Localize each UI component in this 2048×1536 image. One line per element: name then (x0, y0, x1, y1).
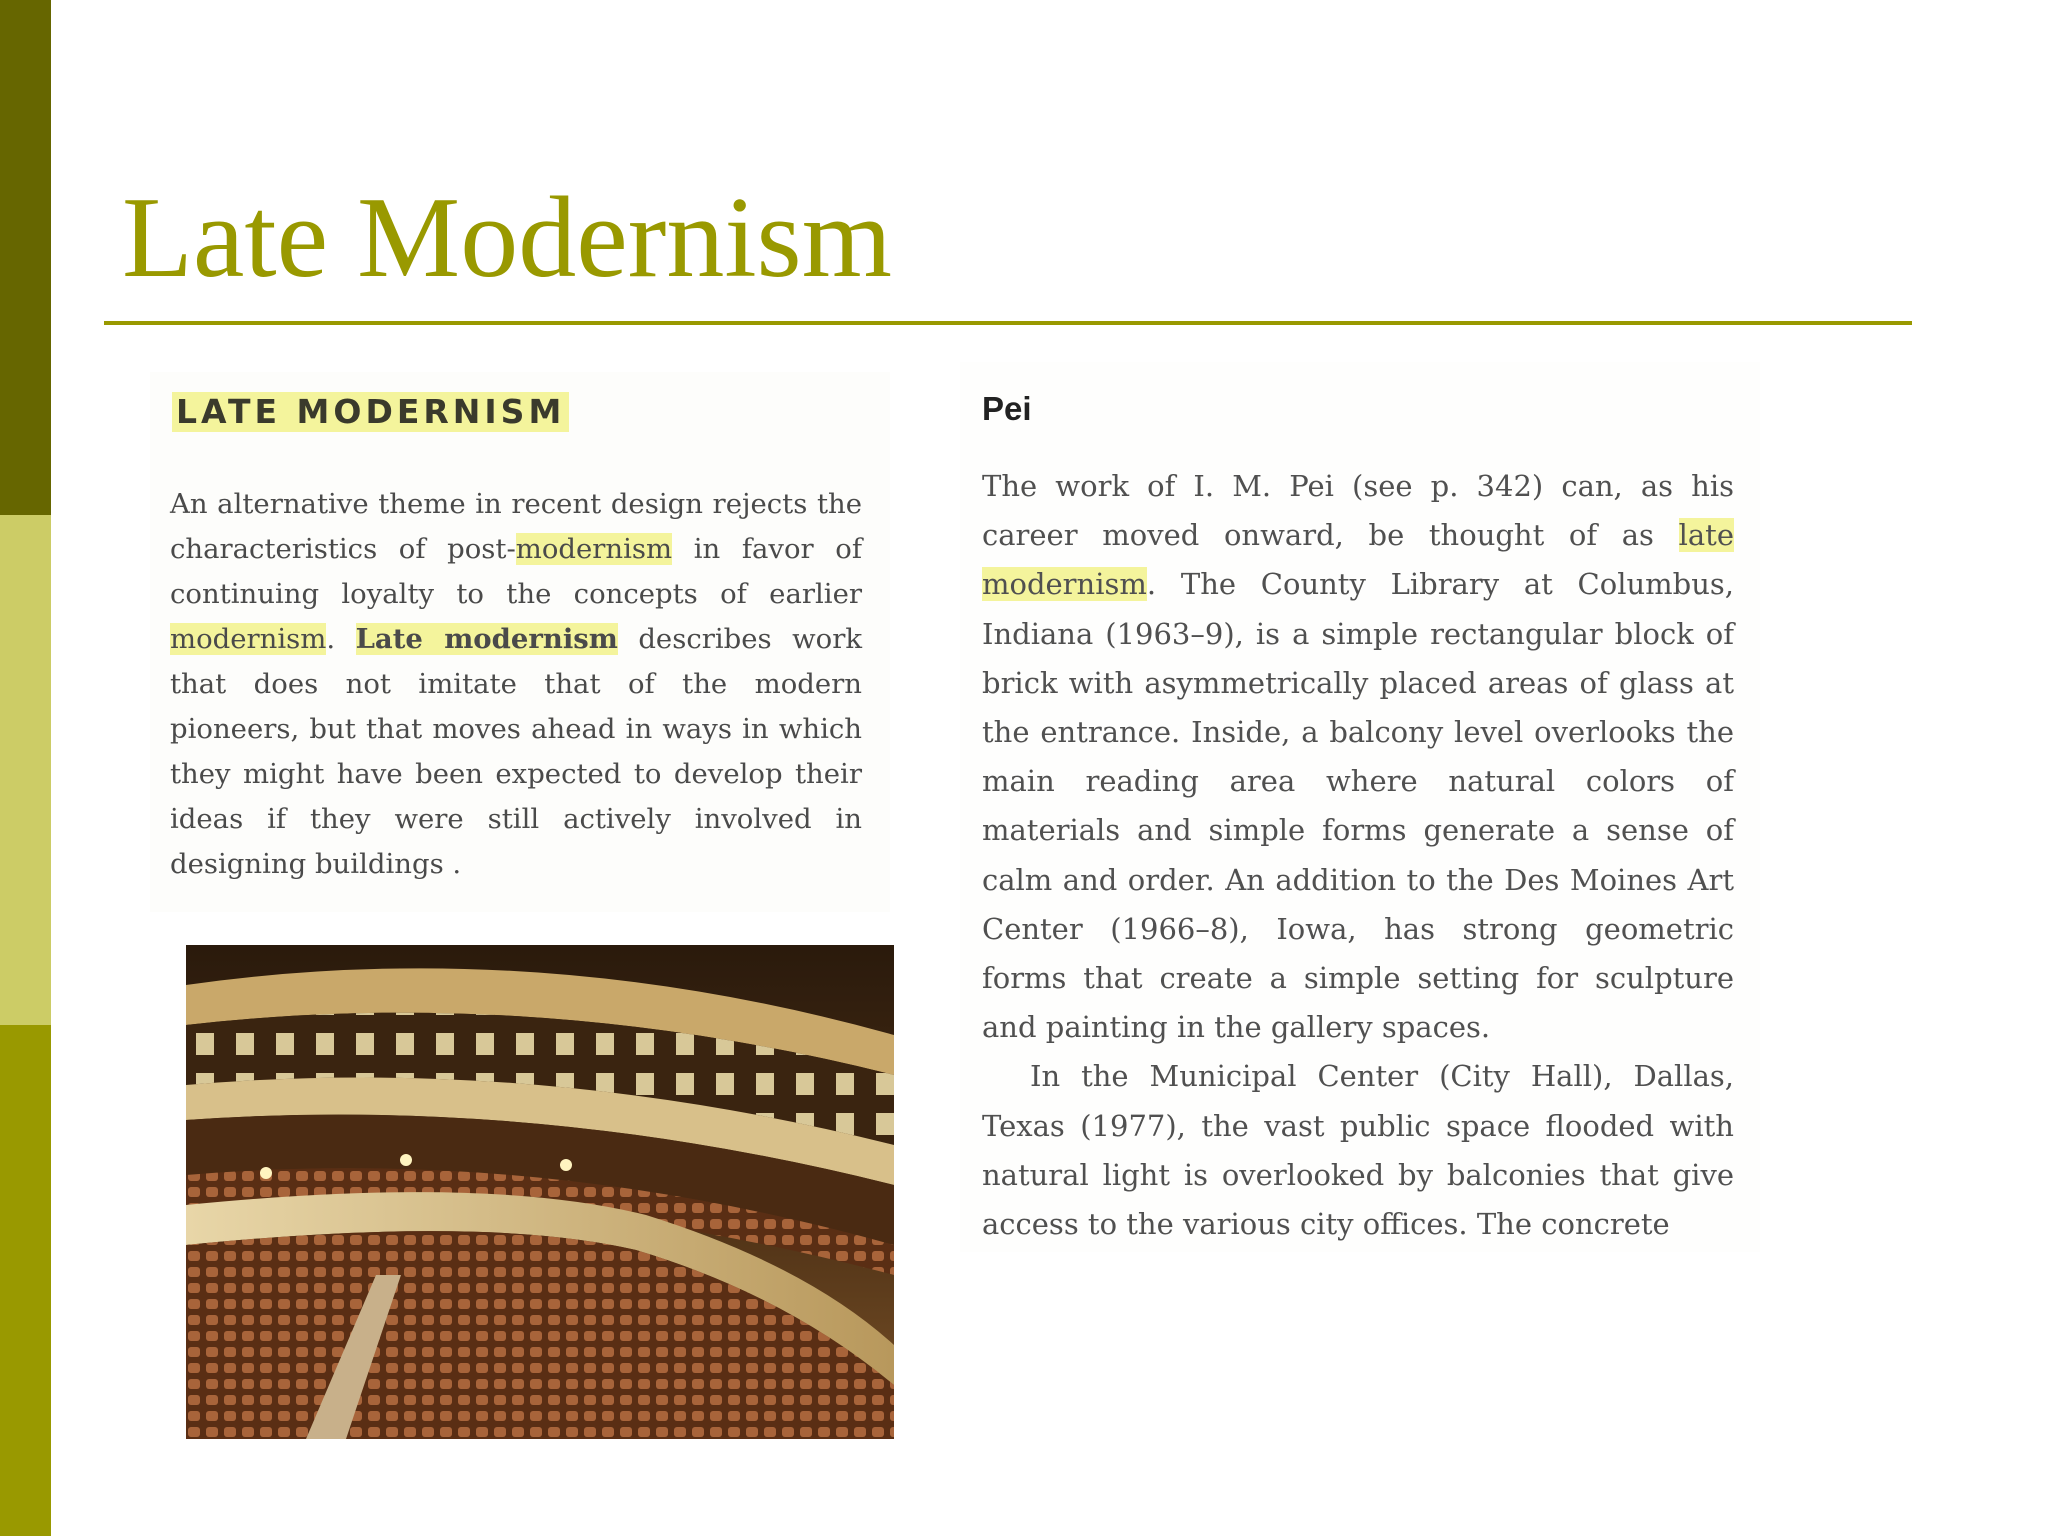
decor-bar-top (0, 0, 51, 515)
slide-title: Late Modernism (122, 174, 892, 302)
auditorium-photo (186, 945, 894, 1439)
decor-bar-middle (0, 515, 51, 1025)
right-scan-paragraph-1 (982, 462, 1734, 1249)
right-text-part: . The County Library at Columbus, Indiana (1963–9), is a simple rectangular block of brick with asymmetrically placed areas of glass at the entrance. Inside, a balcony level overlooks the main reading area where natural colors of materials and simple forms generate a sense of calm and order. An addition to the Des Moines Art Center (1966–8), Iowa, has strong geometric forms that create a simple setting for sculpture and painting in the gallery spaces. (982, 567, 1734, 1045)
title-underline (104, 321, 1912, 325)
left-text-part: describes work that does not imitate that of the modern pioneers, but that moves ahead in ways in which they might have been expected to develop their ideas if they were still actively involved in designing buildings . (170, 623, 863, 880)
right-text-part: The work of I. M. Pei (see p. 342) can, as his career moved onward, be thought of as (982, 469, 1734, 553)
left-scan-paragraph (170, 482, 862, 887)
right-text-part: In the Municipal Center (City Hall), Dallas, Texas (1977), the vast public space flooded with natural light is overlooked by balconies that give access to the various city offices. The concrete (982, 1059, 1734, 1242)
left-text-part: in favor of continuing loyalty to the concepts of earlier (170, 533, 862, 610)
left-scan-heading: LATE MODERNISM (172, 392, 569, 432)
left-text-part: An alternative theme in recent design rejects the characteristics of post- (170, 488, 862, 565)
highlighted-term-bold: Late modernism (355, 623, 618, 655)
left-text-part: . (326, 623, 356, 655)
highlighted-term: modernism (515, 533, 673, 565)
right-scan-heading: Pei (982, 390, 1032, 427)
decor-bar-bottom (0, 1025, 51, 1536)
highlighted-term: late modernism (982, 518, 1734, 602)
highlighted-term: modernism (170, 623, 327, 655)
